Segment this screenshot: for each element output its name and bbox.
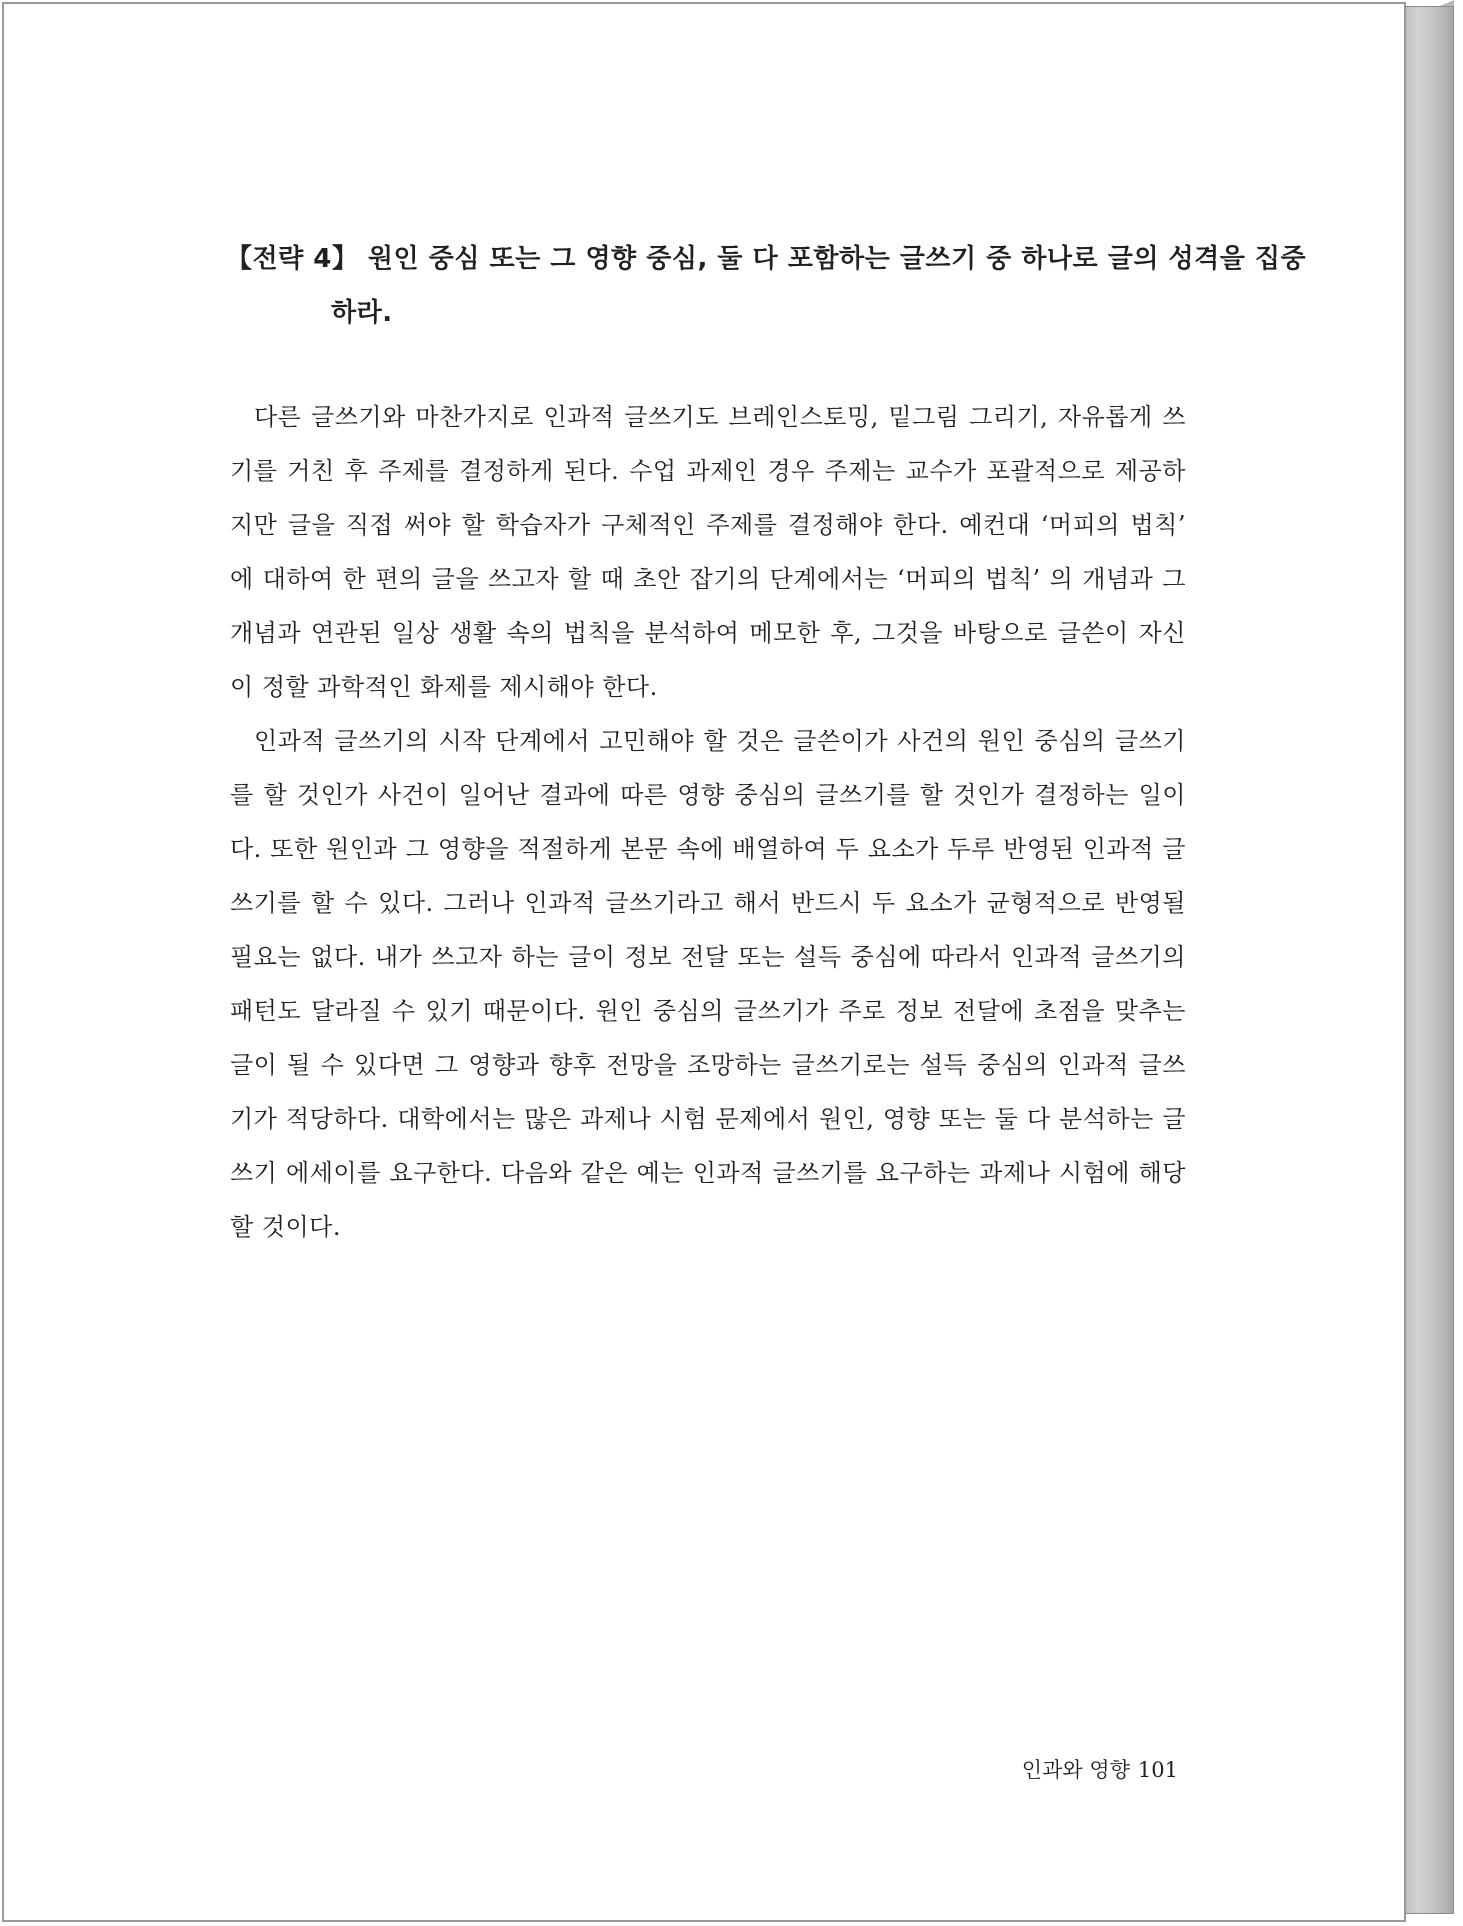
page-number: 101 <box>1137 1758 1178 1782</box>
paragraph-1: 다른 글쓰기와 마찬가지로 인과적 글쓰기도 브레인스토밍, 밑그림 그리기, 자유롭게 쓰기를 거친 후 주제를 결정하게 된다. 수업 과제인 경우 주제는 교수가 포괄적으로 제공하지만 글을 직접 써야 할 학습자가 구체적인 주제를 결정해야 한다. 예컨대 ‘머피의 법칙’ 에 대하여 한 편의 글을 쓰고자 할 때 초안 잡기의 단계에서는 ‘머피의 법칙’ 의 개념과 그 개념과 연관된 일상 생활 속의 법칙을 분석하여 메모한 후, 그것을 바탕으로 글쓴이 자신이 정할 과학적인 화제를 제시해야 한다. <box>230 403 1186 701</box>
page-footer <box>1022 1754 1178 1784</box>
running-footer-section: 인과와 영향 <box>1021 1758 1130 1782</box>
strategy-heading <box>226 232 1307 340</box>
paragraph-2: 인과적 글쓰기의 시작 단계에서 고민해야 할 것은 글쓴이가 사건의 원인 중심의 글쓰기를 할 것인가 사건이 일어난 결과에 따른 영향 중심의 글쓰기를 할 것인가 결정하는 일이다. 또한 원인과 그 영향을 적절하게 본문 속에 배열하여 두 요소가 두루 반영된 인과적 글쓰기를 할 수 있다. 그러나 인과적 글쓰기라고 해서 반드시 두 요소가 균형적으로 반영될 필요는 없다. 내가 쓰고자 하는 글이 정보 전달 또는 설득 중심에 따라서 인과적 글쓰기의 패턴도 달라질 수 있기 때문이다. 원인 중심의 글쓰기가 주로 정보 전달에 초점을 맞추는 글이 될 수 있다면 그 영향과 향후 전망을 조망하는 글쓰기로는 설득 중심의 인과적 글쓰기가 적당하다. 대학에서는 많은 과제나 시험 문제에서 원인, 영향 또는 둘 다 분석하는 글쓰기 에세이를 요구한다. 다음와 같은 예는 인과적 글쓰기를 요구하는 과제나 시험에 해당할 것이다. <box>230 727 1186 1241</box>
book-page <box>2 2 1406 1922</box>
heading-line-1: 【전략 4】 원인 중심 또는 그 영향 중심, 둘 다 포함하는 글쓰기 중 하나로 글의 성격을 집중 <box>226 244 1307 274</box>
page-edges <box>1402 6 1454 1914</box>
heading-line-2: 하라. <box>331 298 393 328</box>
body-text <box>230 390 1186 1254</box>
